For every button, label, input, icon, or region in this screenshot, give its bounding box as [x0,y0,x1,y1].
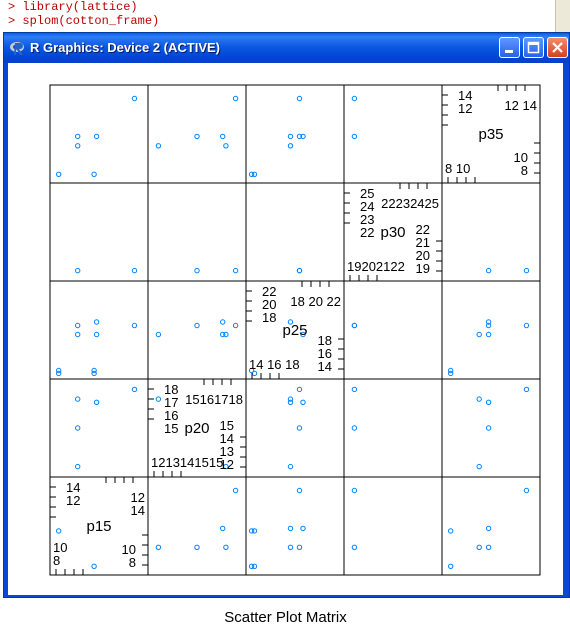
data-point [195,134,199,138]
data-point [76,332,80,336]
diag-tick-label: 10 [53,540,68,555]
panel-border [50,281,148,379]
diag-tick-label: 14 [66,480,81,495]
diag-tick-label: 16 [317,346,332,361]
data-point [76,323,80,327]
panel-border [344,379,442,477]
data-point [76,397,80,401]
data-point [233,488,237,492]
data-point [92,368,96,372]
data-point [224,332,228,336]
data-point [288,526,292,530]
data-point [477,397,481,401]
diag-tick-label: 20 [262,297,277,312]
data-point [94,400,98,404]
data-point [449,529,453,533]
data-point [352,488,356,492]
diag-tick-label: 12 14 [504,98,537,113]
diag-tick-label: 18 20 22 [290,294,341,309]
data-point [92,564,96,568]
data-point [195,545,199,549]
data-point [156,397,160,401]
diag-tick-label: 13 [219,444,234,459]
panel-border [148,477,246,575]
diag-tick-label: 14 [219,431,234,446]
data-point [132,268,136,272]
panel-border [148,281,246,379]
data-point [352,387,356,391]
panel-border [344,85,442,183]
diag-tick-label: 15 [164,421,179,436]
r-logo-icon [10,40,26,56]
data-point [477,332,481,336]
data-point [352,323,356,327]
diag-tick-label: 24 [360,199,375,214]
diag-tick-label: 1213141515 [151,455,224,470]
plot-area [8,63,563,626]
data-point [486,332,490,336]
data-point [477,464,481,468]
panel-border [246,183,344,281]
data-point [132,96,136,100]
data-point [233,323,237,327]
title-bar[interactable] [4,33,569,63]
data-point [297,387,301,391]
diag-tick-label: 8 [128,555,136,570]
data-point [132,323,136,327]
data-point [352,134,356,138]
data-point [524,323,528,327]
close-icon [548,38,567,57]
data-point [288,545,292,549]
diag-tick-label: 19 [415,261,430,276]
data-point [156,545,160,549]
console-line-2: > splom(cotton_frame) [8,14,160,28]
data-point [195,323,199,327]
diag-tick-label: 10 [121,542,136,557]
diag-tick-label: 23 [360,212,375,227]
maximize-button[interactable] [523,37,544,58]
diag-variable-label: p20 [184,420,210,437]
data-point [297,268,301,272]
data-point [477,545,481,549]
data-point [76,134,80,138]
diag-tick-label: 17 [164,395,179,410]
data-point [94,332,98,336]
diag-tick-label: 8 [520,163,528,178]
data-point [249,529,253,533]
data-point [297,96,301,100]
data-point [249,564,253,568]
panel-border [344,477,442,575]
minimize-icon [500,38,519,57]
panel-border [442,281,540,379]
panel-border [246,85,344,183]
data-point [352,545,356,549]
graphics-window [3,32,570,626]
data-point [221,526,225,530]
panel-border [50,379,148,477]
window-title: R Graphics: Device 2 (ACTIVE) [30,40,220,55]
data-point [524,268,528,272]
close-button[interactable] [547,37,568,58]
diag-tick-label: 12 [458,101,473,116]
data-point [224,545,228,549]
diag-variable-label: p35 [478,126,504,143]
data-point [195,268,199,272]
data-point [76,144,80,148]
data-point [156,332,160,336]
panel-border [344,281,442,379]
diag-variable-label: p25 [282,322,308,339]
panel-border [442,477,540,575]
data-point [486,426,490,430]
data-point [486,268,490,272]
data-point [297,426,301,430]
data-point [449,564,453,568]
data-point [94,320,98,324]
console-line-1: > library(lattice) [8,0,138,14]
data-point [301,400,305,404]
data-point [352,96,356,100]
diag-tick-label: 18 [317,333,332,348]
data-point [486,526,490,530]
data-point [288,144,292,148]
diag-tick-label: 14 16 18 [249,357,300,372]
data-point [486,545,490,549]
chart-title: Scatter Plot Matrix [224,609,347,626]
data-point [352,426,356,430]
data-point [297,545,301,549]
panel-border [148,183,246,281]
console-scrollbar[interactable] [555,0,570,32]
data-point [288,134,292,138]
data-point [132,387,136,391]
panel-border [50,183,148,281]
diag-tick-label: 12 [219,457,234,472]
panel-border [246,379,344,477]
data-point [486,400,490,404]
data-point [76,268,80,272]
data-point [221,320,225,324]
data-point [233,96,237,100]
diag-tick-label: 15161718 [185,392,243,407]
data-point [249,172,253,176]
data-point [94,134,98,138]
diag-tick-label: 20 [415,248,430,263]
diag-tick-label: 8 10 [445,161,471,176]
diag-tick-label: 21 [415,235,430,250]
data-point [92,172,96,176]
panel-border [50,85,148,183]
data-point [57,529,61,533]
data-point [524,488,528,492]
diag-tick-label: 22 [415,222,430,237]
minimize-button[interactable] [499,37,520,58]
data-point [224,144,228,148]
diag-tick-label: 12 [130,490,145,505]
diag-tick-label: 8 [53,553,61,568]
diag-tick-label: 10 [513,150,528,165]
data-point [156,144,160,148]
diag-tick-label: 12 [66,493,81,508]
data-point [449,368,453,372]
diag-tick-label: 14 [317,359,332,374]
panel-border [246,477,344,575]
diag-tick-label: 14 [458,88,473,103]
diag-tick-label: 16 [164,408,179,423]
diag-variable-label: p30 [380,224,406,241]
diag-tick-label: 22232425 [381,196,439,211]
diag-tick-label: 18 [164,382,179,397]
maximize-icon [524,38,543,57]
data-point [301,526,305,530]
r-console [0,0,570,32]
data-point [76,426,80,430]
data-point [524,387,528,391]
data-point [76,464,80,468]
data-point [233,268,237,272]
diag-variable-label: p15 [86,518,112,535]
data-point [288,464,292,468]
diag-tick-label: 22 [262,284,277,299]
data-point [57,368,61,372]
diag-tick-label: 18 [262,310,277,325]
diag-tick-label: 15 [219,418,234,433]
data-point [221,134,225,138]
diag-tick-label: 14 [130,503,145,518]
diag-tick-label: 22 [360,225,375,240]
panel-border [442,183,540,281]
data-point [288,400,292,404]
scatter-plot-matrix [8,63,563,595]
data-point [57,172,61,176]
diag-tick-label: 25 [360,186,375,201]
diag-tick-label: 19202122 [347,259,405,274]
data-point [297,488,301,492]
